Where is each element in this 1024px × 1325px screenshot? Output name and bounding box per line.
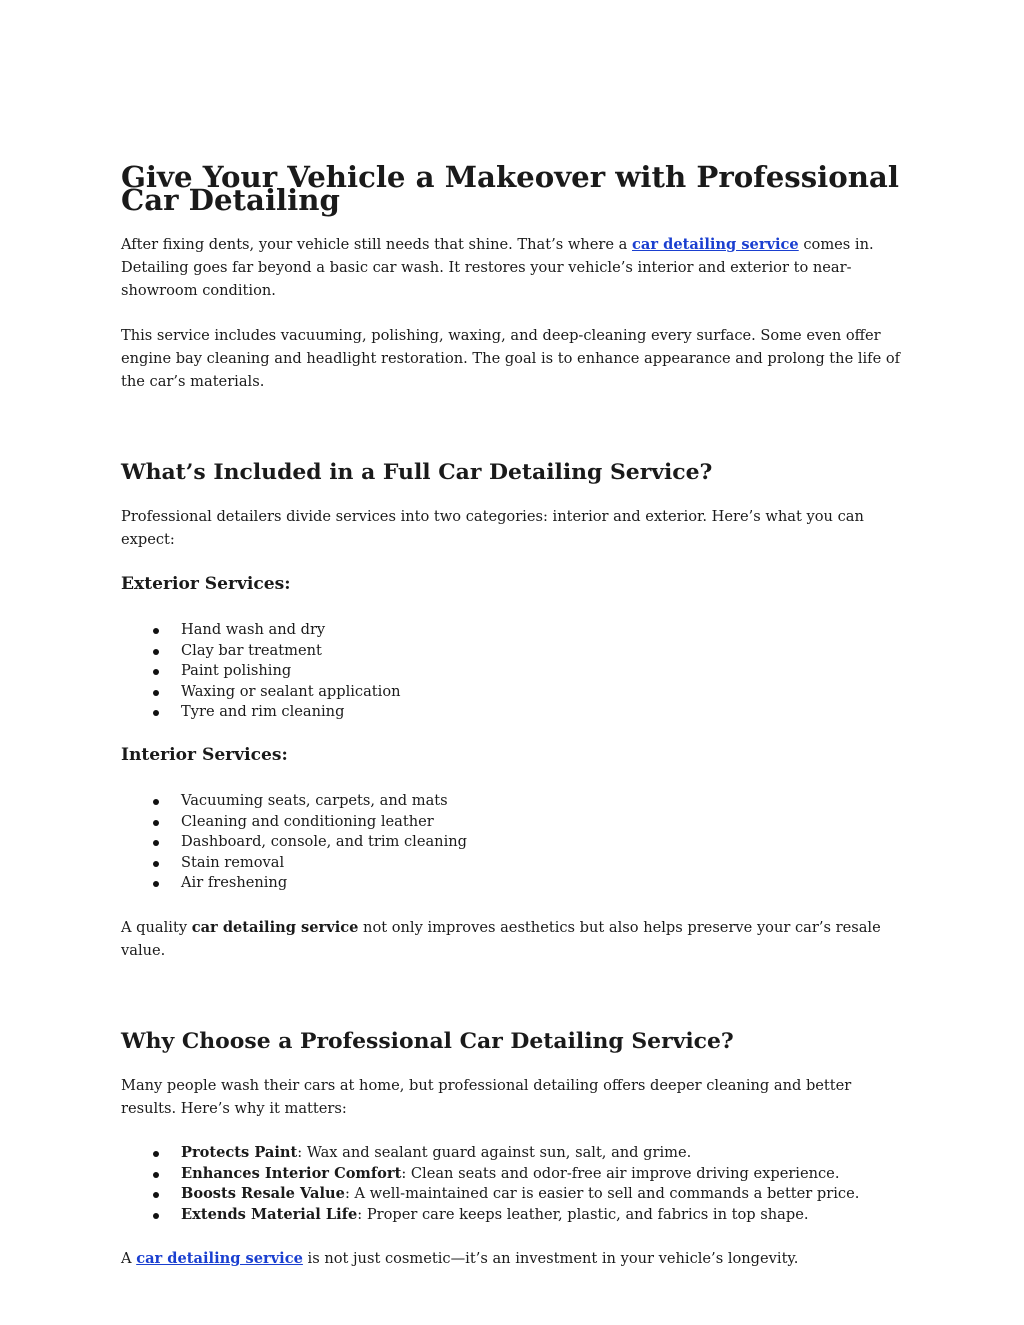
- paragraph-text: is not just cosmetic—it’s an investment in your vehicle’s longevity.: [302, 1250, 799, 1268]
- list-item: Cleaning and conditioning leather: [121, 812, 911, 833]
- benefit-title: Enhances Interior Comfort: [181, 1164, 402, 1182]
- car-detailing-service-link[interactable]: car detailing service: [136, 1250, 303, 1268]
- list-item: Air freshening: [121, 873, 911, 894]
- benefit-title: Boosts Resale Value: [181, 1185, 345, 1203]
- paragraph-text: A: [121, 1250, 137, 1268]
- paragraph-text: After fixing dents, your vehicle still needs that shine. That’s where a: [121, 236, 632, 253]
- list-item: Stain removal: [121, 853, 911, 874]
- list-item: [121, 1184, 911, 1205]
- exterior-services-list: [121, 620, 911, 723]
- exterior-services-heading: Exterior Services:: [121, 574, 291, 594]
- interior-services-list: [121, 791, 911, 894]
- paragraph-text: not only improves aesthetics but also helps preserve your car’s resale value.: [121, 918, 881, 959]
- paragraph-closing: [121, 1247, 911, 1270]
- benefit-text: : A well-maintained car is easier to sell and commands a better price.: [344, 1185, 860, 1203]
- benefit-title: Extends Material Life: [181, 1205, 358, 1223]
- paragraph-intro: [121, 233, 911, 302]
- list-item: Paint polishing: [121, 661, 911, 682]
- list-item: Hand wash and dry: [121, 620, 911, 641]
- benefits-list: [121, 1143, 911, 1225]
- benefit-text: : Wax and sealant guard against sun, salt, and grime.: [297, 1143, 692, 1161]
- interior-services-heading: Interior Services:: [121, 744, 288, 765]
- paragraph-text: A quality: [121, 918, 192, 936]
- list-item: Tyre and rim cleaning: [121, 702, 911, 723]
- paragraph-quality: [121, 916, 911, 962]
- paragraph-categories: Professional detailers divide services into two categories: interior and exterior. Here’s what you can expect:: [121, 508, 864, 548]
- paragraph-text: comes in. Detailing goes far beyond a basic car wash. It restores your vehicle’s interior and exterior to near-showroom condition.: [121, 236, 874, 299]
- list-item: [121, 1164, 911, 1185]
- section-heading-why-choose: Why Choose a Professional Car Detailing Service?: [121, 1027, 734, 1054]
- car-detailing-service-link[interactable]: car detailing service: [632, 236, 799, 253]
- list-item: [121, 1205, 911, 1226]
- list-item: Vacuuming seats, carpets, and mats: [121, 791, 911, 812]
- bold-term: car detailing service: [191, 918, 359, 936]
- benefit-text: : Proper care keeps leather, plastic, and fabrics in top shape.: [357, 1205, 809, 1223]
- section-heading-whats-included: What’s Included in a Full Car Detailing Service?: [121, 459, 713, 485]
- document-body: [121, 160, 911, 1270]
- list-item: [121, 1143, 911, 1164]
- list-item: Waxing or sealant application: [121, 682, 911, 703]
- benefit-text: : Clean seats and odor-free air improve driving experience.: [401, 1164, 840, 1182]
- list-item: Dashboard, console, and trim cleaning: [121, 832, 911, 853]
- list-item: Clay bar treatment: [121, 641, 911, 662]
- paragraph-why-intro: Many people wash their cars at home, but professional detailing offers deeper cleaning and better results. Here’s why it matters:: [121, 1076, 852, 1117]
- paragraph-service-includes: This service includes vacuuming, polishing, waxing, and deep-cleaning every surface. Some even offer engine bay cleaning and headlight restoration. The goal is to enhance appearance and prolong the life of the car’s materials.: [121, 327, 901, 390]
- section-heading-makeover: Give Your Vehicle a Makeover with Professional Car Detailing: [121, 160, 899, 217]
- benefit-title: Protects Paint: [181, 1143, 298, 1161]
